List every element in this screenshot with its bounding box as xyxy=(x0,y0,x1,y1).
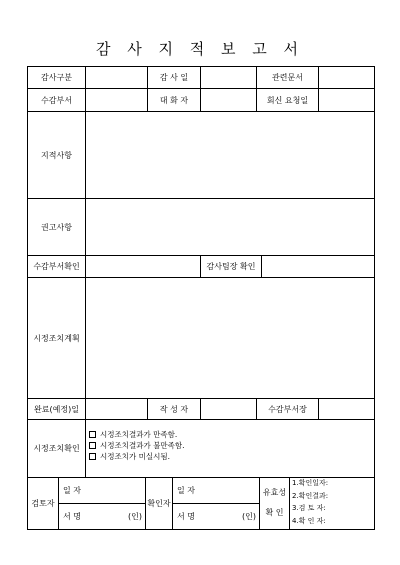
corrective-plan-label: 시정조치계획 xyxy=(33,333,80,343)
validity-item: 3.검 토 자: xyxy=(292,504,326,512)
author-label: 작 성 자 xyxy=(159,404,189,414)
corrective-confirm-label: 시정조치확인 xyxy=(33,444,80,453)
option-satisfied[interactable]: 시정조치결과가 만족함. xyxy=(89,429,184,440)
checkbox[interactable] xyxy=(89,442,96,449)
audited-dept-head-label: 수감부서장 xyxy=(268,404,307,414)
confirmer-date-label: 일 자 xyxy=(177,486,195,495)
reviewer-date-label: 일 자 xyxy=(63,486,81,495)
related-docs-field[interactable] xyxy=(319,67,374,88)
checkbox[interactable] xyxy=(89,431,96,438)
reviewer-seal[interactable]: (인) xyxy=(128,512,142,521)
checkbox[interactable] xyxy=(89,453,96,460)
corrective-plan-field[interactable] xyxy=(86,278,374,398)
interviewee-label: 대 화 자 xyxy=(159,95,189,105)
recommendations-field[interactable] xyxy=(86,199,374,255)
reply-request-date-label: 회신 요청일 xyxy=(266,95,309,105)
findings-field[interactable] xyxy=(86,112,374,198)
validity-item: 1.확인일자: xyxy=(292,479,329,487)
validity-label: 유효성 xyxy=(262,487,287,497)
completion-date-field[interactable] xyxy=(86,399,147,419)
confirmer-seal[interactable]: (인) xyxy=(242,512,256,521)
audited-dept-head-field[interactable] xyxy=(319,399,374,419)
audited-dept-confirm-label: 수감부서확인 xyxy=(33,262,80,271)
author-field[interactable] xyxy=(201,399,256,419)
reviewer-signature-label: 서 명 xyxy=(63,512,81,521)
reply-request-date-field[interactable] xyxy=(319,89,374,111)
audit-report-form xyxy=(27,66,375,530)
reviewer-label: 검토자 xyxy=(31,499,55,508)
option-unsatisfied[interactable]: 시정조치결과가 불만족함. xyxy=(89,440,184,451)
recommendations-label: 권고사항 xyxy=(41,222,72,232)
findings-label: 지적사항 xyxy=(41,150,72,160)
confirmer-signature-label: 서 명 xyxy=(177,512,195,521)
audited-dept-field[interactable] xyxy=(86,89,147,111)
validity-item: 2.확인결과: xyxy=(292,491,329,500)
reviewer-date-field[interactable] xyxy=(86,478,145,503)
validity-items xyxy=(292,477,328,527)
confirmer-label: 확인자 xyxy=(147,499,171,508)
interviewee-field[interactable] xyxy=(201,89,256,111)
audited-dept-confirm-field[interactable] xyxy=(86,256,200,277)
audit-team-leader-confirm-field[interactable] xyxy=(262,256,374,277)
corrective-options xyxy=(89,429,184,462)
audit-date-field[interactable] xyxy=(201,67,256,88)
audit-date-label: 감 사 일 xyxy=(159,73,189,82)
audit-team-leader-confirm-label: 감사팀장 확인 xyxy=(206,262,256,271)
audit-category-field[interactable] xyxy=(86,67,147,88)
document-title: 감 사 지 적 보 고 서 xyxy=(95,40,305,58)
option-not-implemented[interactable]: 시정조치가 미실시됨. xyxy=(89,451,184,462)
validity-confirm-label: 확 인 xyxy=(265,507,284,517)
audited-dept-label: 수감부서 xyxy=(41,95,72,105)
completion-date-label: 완료(예정)일 xyxy=(34,404,79,414)
confirmer-date-field[interactable] xyxy=(200,478,259,503)
validity-item: 4.확 인 자: xyxy=(292,516,326,525)
audit-category-label: 감사구분 xyxy=(41,73,72,82)
related-docs-label: 관련문서 xyxy=(272,73,303,82)
